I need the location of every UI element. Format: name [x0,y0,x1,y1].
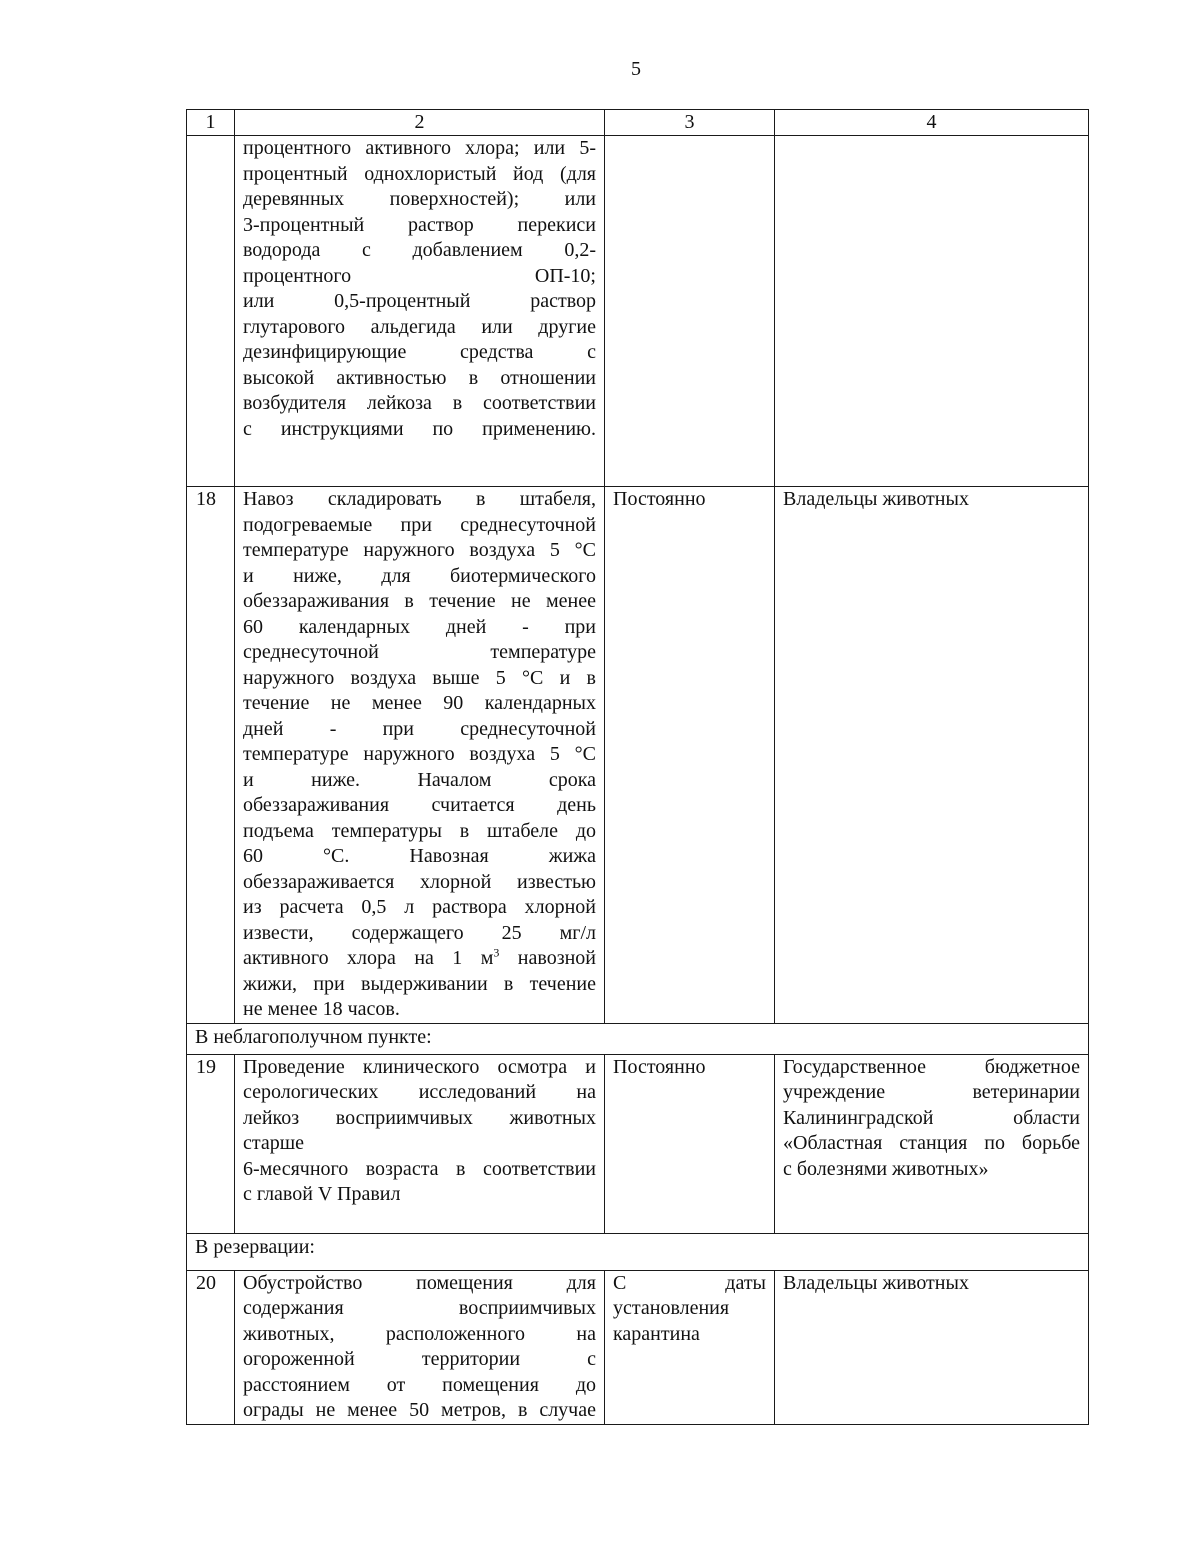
text-line: содержания восприимчивых [243,1297,596,1319]
text-line: с главой V Правил [243,1183,401,1205]
text-line: животных, расположенного на [243,1322,596,1345]
text-line: старше [243,1132,305,1154]
header-col-3: 3 [605,110,775,136]
responsible-cell: Владельцы животных [775,487,1089,1024]
text-line: процентного активного хлора; или 5- [243,137,596,159]
text-line: температуре наружного воздуха 5 °С [243,743,596,765]
text-line: дезинфицирующие средства с [243,341,596,363]
text-line: процентного ОП-10; [243,264,596,287]
period-cell: Постоянно [605,487,775,1024]
text-line: подъема температуры в штабеле до [243,819,596,842]
text-line: и ниже. Началом срока [243,768,596,791]
measure-text [235,1054,605,1233]
continuation-row [187,136,1089,487]
text-line: высокой активностью в отношении [243,366,596,389]
table-row-19 [187,1054,1089,1233]
table-header-row [187,110,1089,136]
text-line: Навоз складировать в штабеля, [243,488,596,510]
page-number: 5 [631,58,641,80]
text-line: «Областная станция по борьбе [783,1132,1080,1154]
text-line: или 0,5-процентный раствор [243,290,596,312]
text-line: из расчета 0,5 л раствора хлорной [243,896,596,918]
responsible-cell [775,1054,1089,1233]
text-line: среднесуточной температуре [243,641,596,663]
text-line: глутарового альдегида или другие [243,315,596,338]
text-line: 60 °С. Навозная жижа [243,845,596,867]
measure-text [235,1270,605,1424]
text-line: Государственное бюджетное [783,1055,1080,1078]
text-line: 6-месячного возраста в соответствии [243,1157,596,1180]
header-col-2: 2 [235,110,605,136]
text-line: лейкоз восприимчивых животных [243,1106,596,1129]
text-line: жижи, при выдерживании в течение [243,972,596,995]
section-heading: В резервации: [187,1233,1089,1270]
measure-text [235,487,605,1024]
text-line: водорода с добавлением 0,2- [243,239,596,261]
period-cell [605,1270,775,1424]
text-line: и ниже, для биотермического [243,564,596,587]
text-line: деревянных поверхностей); или [243,188,596,210]
text-line: обеззараживается хлорной известью [243,870,596,893]
header-col-1: 1 [187,110,235,136]
text-line: температуре наружного воздуха 5 °С [243,539,596,561]
row-number: 20 [187,1270,235,1424]
text-line: Калининградской области [783,1106,1080,1129]
table-row-18 [187,487,1089,1024]
row-number: 19 [187,1054,235,1233]
text-line: обеззараживания считается день [243,794,596,816]
text-line: наружного воздуха выше 5 °С и в [243,666,596,689]
text-line: Проведение клинического осмотра и [243,1055,596,1078]
text-line: 60 календарных дней - при [243,615,596,638]
text-line: учреждение ветеринарии [783,1081,1080,1103]
text-line: возбудителя лейкоза в соответствии [243,392,596,414]
text-line: ограды не менее 50 метров, в случае [243,1399,596,1421]
continuation-text [235,136,605,487]
text-line: с болезнями животных» [783,1157,989,1180]
header-col-4: 4 [775,110,1089,136]
text-line: дней - при среднесуточной [243,717,596,740]
section-row [187,1023,1089,1054]
section-heading: В неблагополучном пункте: [187,1023,1089,1054]
period-cell: Постоянно [605,1054,775,1233]
text-line: С даты [613,1271,766,1294]
text-line: не менее 18 часов. [243,998,400,1020]
row-number: 18 [187,487,235,1024]
text-line: подогреваемые при среднесуточной [243,513,596,536]
text-line: извести, содержащего 25 мг/л [243,921,596,944]
text-line: установления [613,1297,730,1319]
text-line-m3: активного хлора на 1 $м^3$ навозной [243,945,596,969]
text-line: серологических исследований на [243,1081,596,1103]
measures-table [186,109,1089,1425]
section-row [187,1233,1089,1270]
text-line: течение не менее 90 календарных [243,692,596,714]
text-line: с инструкциями по применению. [243,417,596,440]
text-line: 3-процентный раствор перекиси [243,213,596,236]
table-row-20 [187,1270,1089,1424]
text-line: Обустройство помещения для [243,1271,596,1294]
text-line: обеззараживания в течение не менее [243,590,596,612]
text-line: карантина [613,1322,700,1345]
text-line: процентный однохлористый йод (для [243,162,596,185]
text-line: огороженной территории с [243,1348,596,1370]
text-line: расстоянием от помещения до [243,1373,596,1396]
responsible-cell: Владельцы животных [775,1270,1089,1424]
